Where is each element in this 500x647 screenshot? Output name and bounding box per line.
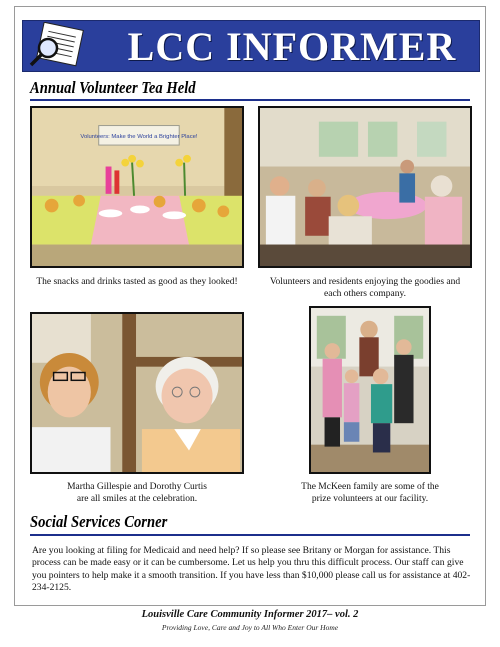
footer-publication: Louisville Care Community Informer 2017– vol. 2 <box>141 609 359 620</box>
section-heading-tea: Annual Volunteer Tea Held <box>30 78 196 97</box>
caption-mckeen-line1: The McKeen family are some of the <box>301 482 439 492</box>
caption-martha-line1: Martha Gillespie and Dorothy Curtis <box>67 482 207 492</box>
caption-martha <box>30 481 244 505</box>
section-rule-tea <box>30 99 470 101</box>
photo-snacks-table <box>30 106 244 268</box>
footer-tagline: Providing Love, Care and Joy to All Who Enter Our Home <box>161 623 339 632</box>
header-banner <box>22 20 480 72</box>
caption-martha-line2: are all smiles at the celebration. <box>76 494 198 504</box>
caption-residents-line2: each others company. <box>324 289 406 299</box>
caption-mckeen <box>282 481 458 505</box>
newsletter-title: LCC INFORMER <box>127 24 457 69</box>
section-heading-social: Social Services Corner <box>30 512 168 531</box>
banner-sign-text: Volunteers: Make the World a Brighter Place! <box>80 134 198 141</box>
photo-volunteers-residents <box>258 106 472 268</box>
caption-snacks: The snacks and drinks tasted as good as they looked! <box>36 277 238 287</box>
newsletter-logo-icon <box>26 22 88 70</box>
section-rule-social <box>30 534 470 536</box>
social-services-paragraph: Are you looking at filing for Medicaid and need help? If so please see Britany or Morgan for assistance. This process can be made easy or it can be cumbersome. Let us help you thru this difficult process. Our staff can give you pointers to help make it a smooth transition. If you have less than $10,000 please call us for assistance at 402-234-2125. <box>32 545 471 594</box>
photo-mckeen-family <box>309 306 431 474</box>
photo-martha-dorothy <box>30 312 244 474</box>
caption-mckeen-line2: prize volunteers at our facility. <box>311 494 429 504</box>
caption-residents-line1: Volunteers and residents enjoying the goodies and <box>269 277 461 287</box>
caption-residents <box>258 276 472 300</box>
